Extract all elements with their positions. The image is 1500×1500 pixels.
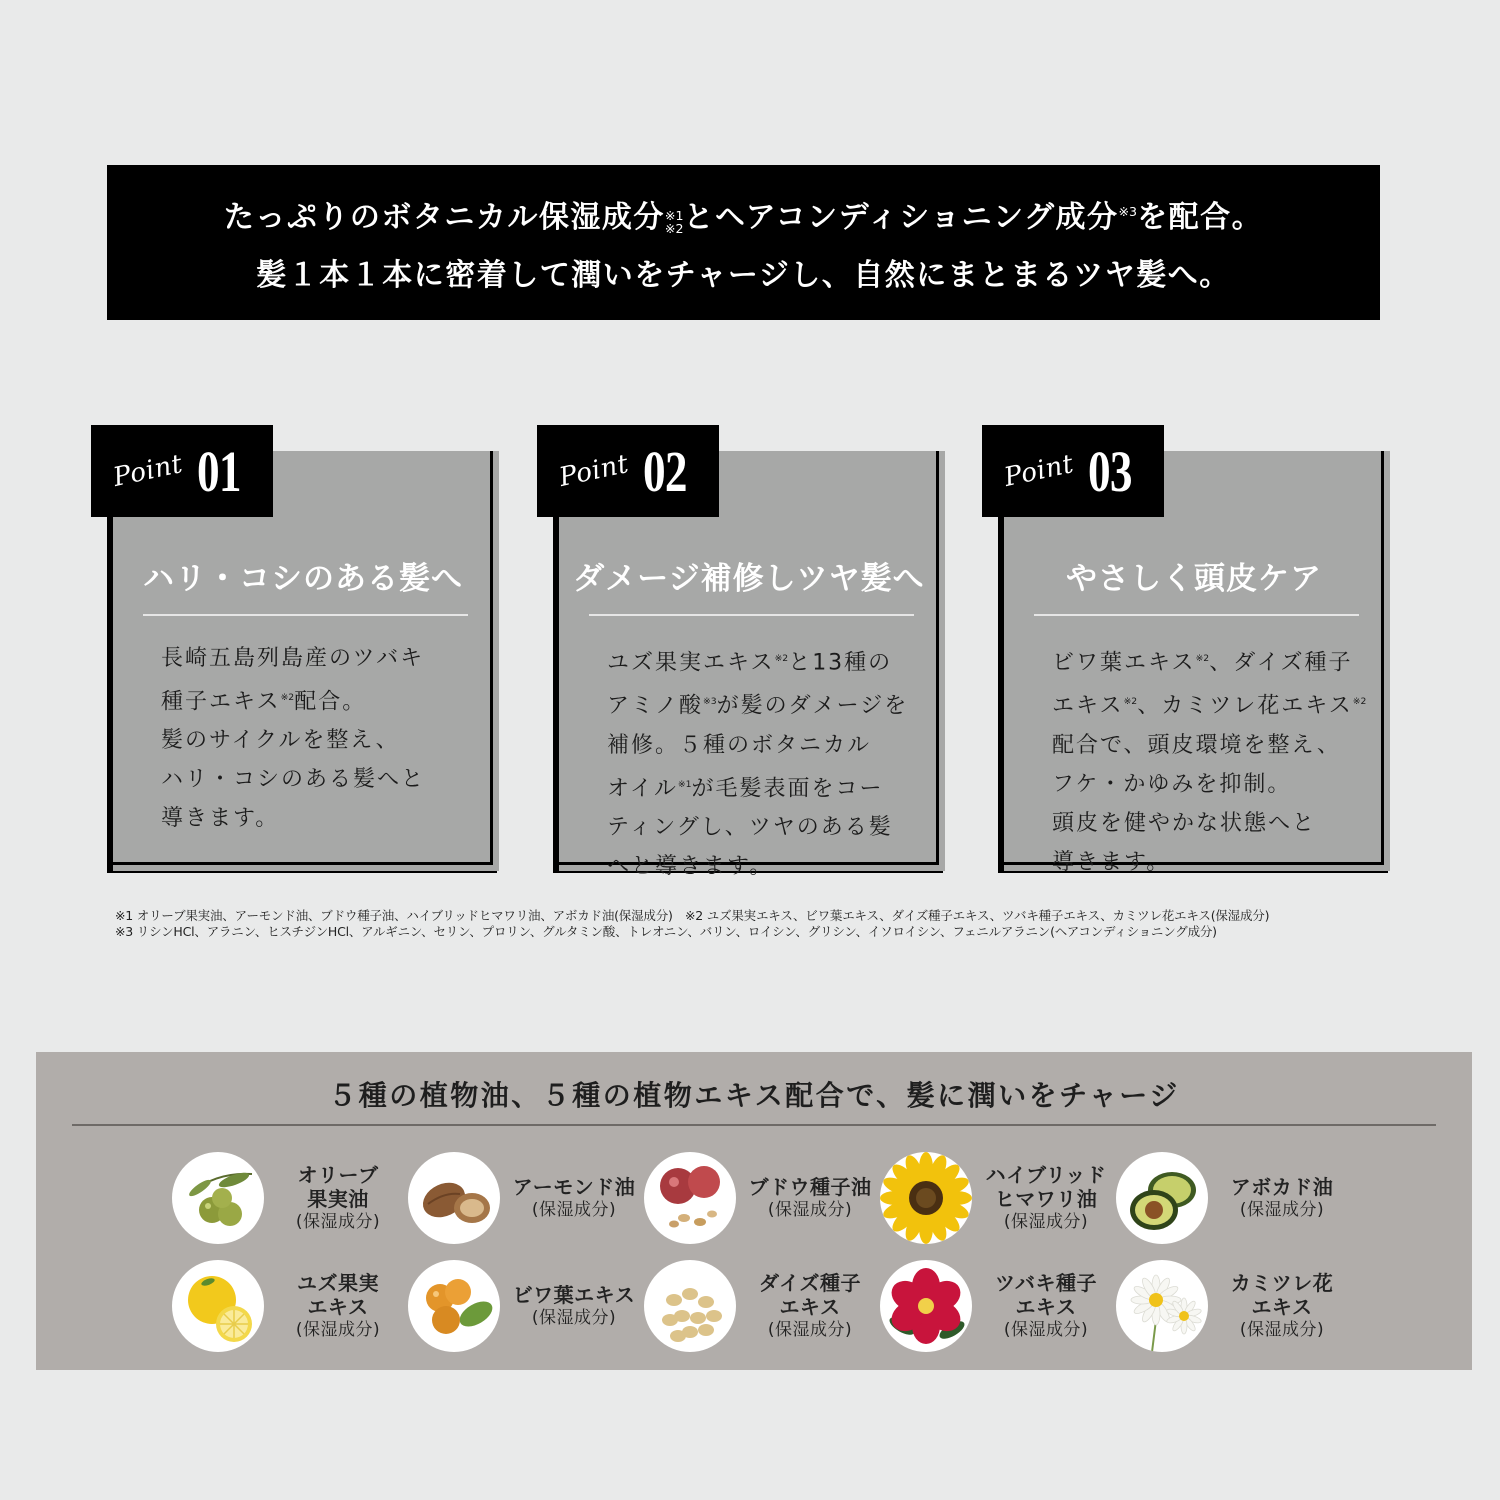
ingredient-note: (保湿成分)	[1003, 1212, 1089, 1232]
card-line	[607, 765, 917, 808]
hero-text-a: たっぷりのボタニカル保湿成分	[223, 199, 665, 235]
card-text: 導きます。	[1052, 849, 1171, 875]
point-badge	[537, 425, 719, 517]
ingredient-name: アーモンド油	[512, 1175, 636, 1199]
yuzu-icon	[172, 1260, 264, 1352]
chamomile-icon	[1116, 1260, 1208, 1352]
point-card-3	[982, 425, 1390, 875]
card-text: ビワ葉エキス	[1052, 650, 1196, 676]
hero-text-c: を配合。	[1137, 199, 1264, 235]
point-word: Point	[1001, 449, 1077, 493]
card-text: 導きます。	[161, 806, 280, 832]
sunflower-icon	[880, 1152, 972, 1244]
ingredient-name: ブドウ種子油	[748, 1175, 872, 1199]
card-line	[161, 799, 471, 838]
ingredient-item	[1116, 1144, 1352, 1252]
footnote-line-2: ※3 リシンHCl、アラニン、ヒスチジンHCl、アルギニン、セリン、プロリン、グルタミン酸、トレオニン、バリン、ロイシン、グリシン、イソロイシン、フェニルアラニン(ヘアコンディショニング成分)	[115, 924, 1217, 939]
ingredient-label	[1208, 1175, 1352, 1221]
grape-icon	[644, 1152, 736, 1244]
hero-text-b: とヘアコンディショニング成分	[683, 199, 1119, 235]
ingredient-item	[408, 1144, 644, 1252]
card-text: と13種の	[788, 650, 893, 676]
ingredient-note: (保湿成分)	[767, 1320, 853, 1340]
almond-icon	[408, 1152, 500, 1244]
card-line	[161, 678, 471, 721]
card-line	[1052, 843, 1362, 882]
card-text: エキス	[1052, 693, 1124, 719]
footnote-mark: ※2	[280, 692, 295, 703]
point-card-1	[91, 425, 499, 875]
card-text: ティングし、ツヤのある髪	[607, 814, 893, 840]
divider	[1034, 614, 1359, 616]
ingredient-label	[736, 1175, 880, 1221]
card-line	[1052, 765, 1362, 804]
ingredient-name: ツバキ種子	[994, 1271, 1098, 1295]
point-badge	[982, 425, 1164, 517]
card-text: アミノ酸	[607, 693, 704, 719]
point-word: Point	[110, 449, 186, 493]
divider	[143, 614, 468, 616]
ingredient-note: (保湿成分)	[767, 1200, 853, 1220]
ingredient-name: カミツレ花	[1230, 1271, 1334, 1295]
card-line	[1052, 682, 1367, 725]
footnote-mark: ※1	[677, 778, 692, 790]
hero-banner	[107, 165, 1380, 320]
point-title: ハリ・コシのある髪へ	[143, 561, 463, 597]
point-description	[161, 639, 471, 838]
ingredient-label	[500, 1175, 644, 1221]
point-description	[1052, 639, 1367, 882]
ingredient-note: (保湿成分)	[295, 1212, 381, 1232]
ingredient-name: エキス	[779, 1295, 841, 1319]
ingredient-name: ビワ葉エキス	[512, 1283, 636, 1307]
card-text: へと導きます。	[607, 853, 774, 879]
camellia-icon	[880, 1260, 972, 1352]
ingredient-item	[644, 1144, 880, 1252]
ingredient-label	[1208, 1271, 1352, 1341]
card-text: 、ダイズ種子	[1209, 650, 1353, 676]
ingredient-name: エキス	[1251, 1295, 1313, 1319]
ingredient-item	[880, 1144, 1116, 1252]
footnote-mark-1: ※1	[664, 207, 684, 223]
card-text: 頭皮を健やかな状態へと	[1052, 810, 1317, 836]
footnotes	[115, 908, 1405, 940]
ingredient-note: (保湿成分)	[1003, 1320, 1089, 1340]
ingredients-heading: ５種の植物油、５種の植物エキス配合で、髪に潤いをチャージ	[328, 1079, 1180, 1112]
card-text: 髪のサイクルを整え、	[161, 728, 400, 754]
card-line	[161, 721, 471, 760]
ingredient-label	[972, 1271, 1116, 1341]
point-number: 03	[1088, 438, 1132, 504]
soybean-icon	[644, 1260, 736, 1352]
ingredient-item	[408, 1252, 644, 1360]
ingredient-note: (保湿成分)	[295, 1320, 381, 1340]
point-number: 01	[197, 438, 241, 504]
point-badge	[91, 425, 273, 517]
ingredient-name: エキス	[307, 1295, 369, 1319]
point-title: ダメージ補修しツヤ髪へ	[573, 561, 925, 597]
point-description	[607, 639, 917, 886]
ingredient-name: 果実油	[307, 1187, 369, 1211]
ingredient-label	[736, 1271, 880, 1341]
ingredient-item	[172, 1252, 408, 1360]
card-text: 、カミツレ花エキス	[1137, 693, 1353, 719]
divider	[72, 1124, 1436, 1126]
ingredient-note: (保湿成分)	[531, 1308, 617, 1328]
card-line	[607, 726, 917, 765]
ingredient-name: アボカド油	[1230, 1175, 1334, 1199]
ingredients-grid	[172, 1144, 1352, 1354]
card-text: が毛髪表面をコー	[691, 775, 884, 801]
card-line	[1052, 726, 1362, 765]
card-text: 長崎五島列島産のツバキ	[161, 646, 425, 671]
footnote-marks	[665, 209, 684, 235]
footnote-mark-3: ※3	[1118, 203, 1138, 219]
card-line	[607, 847, 917, 886]
footnote-mark: ※3	[703, 696, 717, 708]
ingredient-label	[264, 1163, 408, 1233]
card-line	[1052, 804, 1362, 843]
footnote-mark: ※2	[1195, 653, 1210, 664]
ingredient-name: ヒマワリ油	[994, 1187, 1098, 1211]
card-line	[607, 808, 917, 847]
hero-line-2: 髪１本１本に密着して潤いをチャージし、自然にまとまるツヤ髪へ。	[256, 257, 1231, 293]
divider	[589, 614, 914, 616]
card-line	[607, 682, 917, 725]
footnote-mark-2: ※2	[664, 220, 684, 236]
card-text: オイル	[607, 775, 678, 801]
footnote-line-1: ※1 オリーブ果実油、アーモンド油、ブドウ種子油、ハイブリッドヒマワリ油、アボカド油(保湿成分) ※2 ユズ果実エキス、ビワ葉エキス、ダイズ種子エキス、ツバキ種子エキス、カミツレ花エキス(保湿成分)	[115, 908, 1270, 923]
footnote-mark: ※2	[1352, 696, 1367, 708]
ingredient-name: ユズ果実	[297, 1271, 379, 1295]
card-text: フケ・かゆみを抑制。	[1052, 771, 1292, 797]
point-number: 02	[643, 438, 687, 504]
loquat-icon	[408, 1260, 500, 1352]
ingredient-name: エキス	[1015, 1295, 1077, 1319]
ingredient-label	[500, 1283, 644, 1329]
ingredient-name: ハイブリッド	[985, 1163, 1107, 1187]
ingredient-item	[644, 1252, 880, 1360]
card-line	[161, 639, 471, 678]
card-text: ユズ果実エキス	[607, 650, 775, 676]
point-title: やさしく頭皮ケア	[1066, 561, 1322, 597]
ingredient-note: (保湿成分)	[531, 1200, 617, 1220]
ingredient-name: ダイズ種子	[759, 1271, 861, 1295]
ingredient-note: (保湿成分)	[1239, 1320, 1325, 1340]
avocado-icon	[1116, 1152, 1208, 1244]
card-line	[161, 760, 471, 799]
ingredient-item	[880, 1252, 1116, 1360]
card-text: 配合で、頭皮環境を整え、	[1052, 732, 1341, 758]
footnote-mark: ※2	[1123, 696, 1138, 708]
card-text: 配合。	[294, 689, 367, 715]
footnote-mark: ※2	[774, 653, 789, 664]
ingredient-name: オリーブ	[297, 1163, 379, 1187]
ingredient-item	[1116, 1252, 1352, 1360]
ingredient-label	[972, 1163, 1116, 1233]
ingredient-item	[172, 1144, 408, 1252]
ingredient-label	[264, 1271, 408, 1341]
card-line	[1052, 639, 1362, 682]
card-text: 種子エキス	[161, 689, 281, 715]
olive-icon	[172, 1152, 264, 1244]
card-text: ハリ・コシのある髪へと	[161, 767, 426, 793]
card-text: 補修。５種のボタニカル	[607, 732, 872, 758]
card-line	[607, 639, 917, 682]
ingredient-note: (保湿成分)	[1239, 1200, 1325, 1220]
point-card-2	[537, 425, 945, 879]
card-text: が髪のダメージを	[716, 693, 909, 719]
hero-line-1	[224, 192, 1263, 236]
ingredients-panel	[36, 1052, 1472, 1370]
point-word: Point	[556, 449, 632, 493]
